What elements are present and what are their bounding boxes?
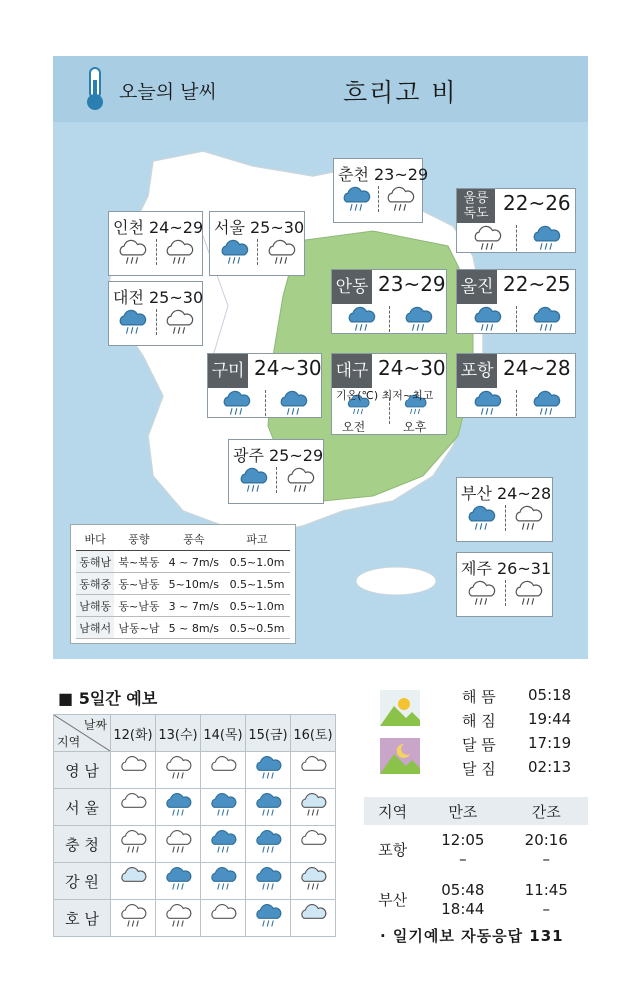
cloud-icon [291, 826, 336, 863]
forecast-day: 12(화) [111, 715, 156, 752]
city-name: 울진 [457, 270, 497, 304]
rain-heavy-icon [220, 390, 252, 421]
city-name: 포항 [457, 354, 497, 388]
divider [516, 390, 517, 416]
city-card [331, 353, 447, 435]
divider [389, 306, 390, 332]
rain-heavy-icon [530, 390, 562, 421]
tide-header-high: 만조 [421, 797, 504, 825]
city-card [456, 188, 576, 253]
rain-cloud-icon [156, 900, 201, 937]
sea-row [76, 617, 290, 639]
tide-row [364, 875, 588, 925]
rain-cloud-icon [384, 186, 416, 217]
blue-cloud-icon [291, 900, 336, 937]
city-card [331, 269, 447, 334]
footer-hotline: · 일기예보 자동응답 131 [380, 927, 564, 945]
cloud-icon [291, 752, 336, 789]
city-card [456, 269, 576, 334]
city-name: 서울 25~30 [214, 218, 305, 237]
sea-header-wave: 파고 [224, 529, 290, 551]
forecast-table [53, 714, 336, 937]
sea-header-area: 바다 [76, 529, 114, 551]
sun-time: 17:19 [528, 734, 572, 752]
rain-heavy-icon [201, 863, 246, 900]
rain-cloud-icon [512, 580, 544, 611]
rain-cloud-icon [471, 225, 503, 256]
legend-am: 오전 [342, 420, 366, 434]
sea-header-wind-dir: 풍향 [114, 529, 163, 551]
rain-heavy-icon [530, 306, 562, 337]
sea-wind-dir: 동~남동 [114, 573, 163, 595]
rain-heavy-icon [156, 789, 201, 826]
sea-wind-dir: 남동~남 [114, 617, 163, 639]
panel-header [53, 56, 588, 122]
sun-label: 달 뜸 [462, 736, 496, 754]
thermometer-icon [81, 66, 109, 112]
divider [265, 390, 266, 416]
rain-cloud-icon [111, 900, 156, 937]
rain-heavy-icon [218, 239, 250, 270]
sun-icon [380, 690, 420, 726]
forecast-row [54, 752, 336, 789]
sea-wind-speed: 3 ~ 7m/s [164, 595, 224, 617]
tide-region: 부산 [378, 890, 408, 909]
tide-header-region: 지역 [364, 797, 421, 825]
city-name: 안동 [332, 270, 372, 304]
city-temp: 24~30 [254, 356, 322, 380]
rain-blue-cloud-icon [291, 789, 336, 826]
city-name: 구미 [208, 354, 248, 388]
rain-cloud-icon [265, 239, 297, 270]
sea-wave: 0.5~1.5m [224, 573, 290, 595]
rain-heavy-icon [530, 225, 562, 256]
tide-header-low: 간조 [505, 797, 588, 825]
tide-time: 11:45 [524, 881, 568, 899]
city-card [209, 211, 305, 276]
rain-heavy-icon [237, 467, 269, 498]
forecast-day: 13(수) [156, 715, 201, 752]
rain-cloud-icon [163, 309, 195, 340]
divider [276, 467, 277, 493]
sea-area: 남해서 [76, 617, 114, 639]
rain-heavy-icon [471, 306, 503, 337]
header-condition: 흐리고 비 [343, 78, 458, 107]
divider [156, 309, 157, 335]
corner-region-label: 지역 [57, 735, 81, 749]
sea-header-wind-speed: 풍속 [164, 529, 224, 551]
forecast-row [54, 789, 336, 826]
forecast-day: 15(금) [246, 715, 291, 752]
divider [257, 239, 258, 265]
tide-low [505, 825, 588, 875]
city-card [228, 439, 324, 504]
rain-heavy-icon [201, 826, 246, 863]
rain-cloud-icon [156, 752, 201, 789]
tide-table [364, 797, 588, 925]
sea-wind-speed: 4 ~ 7m/s [164, 551, 224, 573]
forecast-row [54, 826, 336, 863]
sea-wind-speed: 5 ~ 8m/s [164, 617, 224, 639]
rain-cloud-icon [156, 826, 201, 863]
sun-time: 02:13 [528, 758, 572, 776]
city-card [456, 353, 576, 418]
rain-cloud-icon [512, 505, 544, 536]
forecast-region: 호 남 [54, 900, 111, 937]
city-name: 인천 24~29 [113, 218, 204, 237]
rain-heavy-icon [246, 826, 291, 863]
rain-cloud-icon [284, 467, 316, 498]
tide-time: 05:48 [441, 881, 485, 899]
rain-heavy-icon [340, 186, 372, 217]
forecast-region: 충 청 [54, 826, 111, 863]
sun-label: 해 뜸 [462, 688, 496, 706]
sea-wind-dir: 동~남동 [114, 595, 163, 617]
divider [505, 580, 506, 606]
divider [516, 225, 517, 251]
tide-time: 20:16 [524, 831, 568, 849]
city-temp: 24~28 [503, 356, 571, 380]
rain-heavy-icon [156, 863, 201, 900]
city-card [456, 477, 553, 542]
moon-icon [380, 738, 420, 774]
sea-wave: 0.5~0.5m [224, 617, 290, 639]
rain-cloud-icon [116, 239, 148, 270]
sea-row [76, 573, 290, 595]
city-card [207, 353, 322, 418]
rain-heavy-icon [246, 900, 291, 937]
sea-area: 남해동 [76, 595, 114, 617]
legend-temp: 기온(℃) 최저~최고 [336, 389, 434, 402]
city-name: 대전 25~30 [113, 288, 204, 307]
rain-heavy-icon [465, 505, 497, 536]
tide-time: 18:44 [441, 900, 485, 918]
sea-wave: 0.5~1.0m [224, 551, 290, 573]
header-title: 오늘의 날씨 [119, 81, 217, 103]
rain-heavy-icon [402, 306, 434, 337]
divider [156, 239, 157, 265]
city-temp: 23~29 [378, 272, 446, 296]
tide-high [421, 825, 504, 875]
sea-conditions-table [70, 524, 296, 644]
divider [378, 186, 379, 212]
rain-cloud-icon [465, 580, 497, 611]
tide-row [364, 825, 588, 875]
tide-time: – [542, 850, 551, 868]
city-name: 춘천 23~29 [338, 165, 429, 184]
sea-wind-dir: 북~북동 [114, 551, 163, 573]
sea-area: 동해남 [76, 551, 114, 573]
city-temp: 22~25 [503, 272, 571, 296]
sun-time: 05:18 [528, 686, 572, 704]
forecast-region: 강 원 [54, 863, 111, 900]
forecast-region: 서 울 [54, 789, 111, 826]
forecast-corner [54, 715, 111, 752]
forecast-row [54, 863, 336, 900]
weather-map-panel [53, 56, 588, 659]
forecast-region: 영 남 [54, 752, 111, 789]
tide-high [421, 875, 504, 925]
cloud-icon [201, 900, 246, 937]
legend-pm: 오후 [403, 420, 427, 434]
divider [516, 306, 517, 332]
sea-wave: 0.5~1.0m [224, 595, 290, 617]
rain-blue-cloud-icon [291, 863, 336, 900]
sun-time: 19:44 [528, 710, 572, 728]
sun-label: 해 짐 [462, 712, 496, 730]
city-card [108, 211, 203, 276]
city-card [456, 552, 553, 617]
forecast-row [54, 900, 336, 937]
tide-region: 포항 [378, 840, 408, 859]
cloud-icon [201, 752, 246, 789]
sea-row [76, 595, 290, 617]
rain-cloud-icon [163, 239, 195, 270]
cloud-icon [111, 789, 156, 826]
city-temp: 22~26 [503, 191, 571, 215]
corner-date-label: 날짜 [83, 718, 107, 732]
forecast-title: ■ 5일간 예보 [58, 689, 158, 708]
city-name: 울릉 독도 [457, 189, 495, 223]
rain-heavy-icon [277, 390, 309, 421]
sea-area: 동해중 [76, 573, 114, 595]
city-temp: 24~30 [378, 356, 446, 380]
city-name: 부산 24~28 [461, 484, 552, 503]
divider [505, 505, 506, 531]
city-name: 광주 25~29 [233, 446, 324, 465]
sea-wind-speed: 5~10m/s [164, 573, 224, 595]
rain-heavy-icon [201, 789, 246, 826]
city-card [333, 158, 429, 223]
rain-heavy-icon [345, 306, 377, 337]
tide-time: – [459, 850, 467, 868]
tide-low [505, 875, 588, 925]
blue-cloud-icon [111, 863, 156, 900]
tide-time: 12:05 [441, 831, 485, 849]
rain-cloud-icon [111, 826, 156, 863]
rain-heavy-icon [246, 863, 291, 900]
rain-heavy-icon [246, 789, 291, 826]
city-name: 대구 [332, 354, 372, 388]
forecast-day: 16(토) [291, 715, 336, 752]
city-name: 제주 26~31 [461, 559, 552, 578]
cloud-icon [111, 752, 156, 789]
rain-heavy-icon [116, 309, 148, 340]
tide-time: – [542, 900, 551, 918]
forecast-day: 14(목) [201, 715, 246, 752]
rain-heavy-icon [471, 390, 503, 421]
city-card [108, 281, 203, 346]
rain-heavy-icon [246, 752, 291, 789]
sea-row [76, 551, 290, 573]
sun-label: 달 짐 [462, 760, 496, 778]
